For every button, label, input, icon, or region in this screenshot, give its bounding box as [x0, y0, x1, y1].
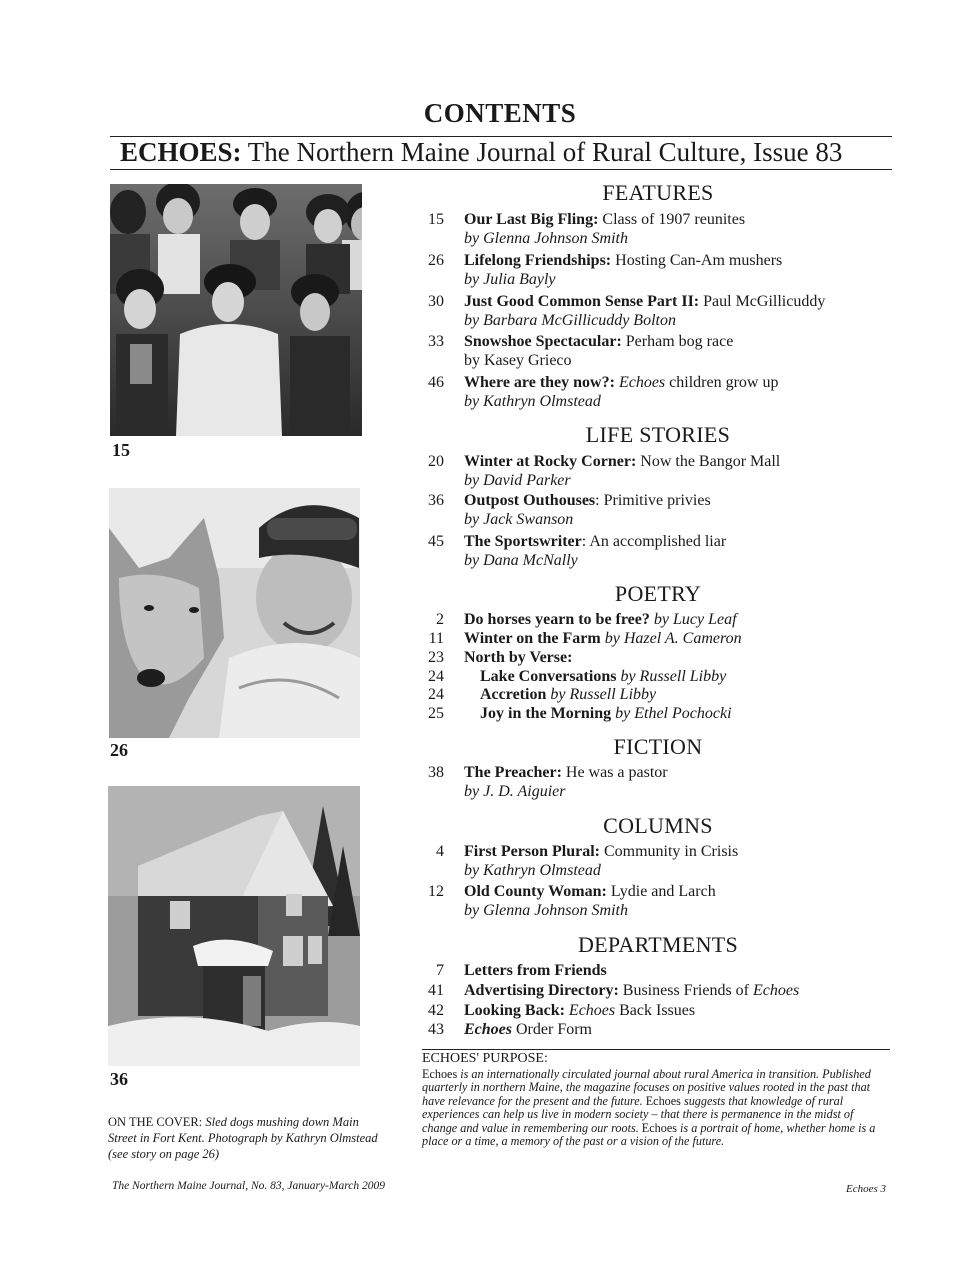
entry-byline: by Julia Bayly [464, 271, 556, 288]
cover-caption-text: Sled dogs mushing down Main Street in Fort Kent. Photograph by Kathryn Olmstead (see story on page 26) [108, 1115, 378, 1161]
entry-desc: He was a pastor [565, 764, 668, 781]
purpose-text [422, 1068, 890, 1148]
cover-caption [108, 1114, 378, 1162]
entry-page: 25 [428, 705, 444, 722]
entry-byline: by Barbara McGillicuddy Bolton [464, 312, 676, 329]
purpose-text-1: is an internationally circulated journal about rural America in transition. Published quarterly in northern Maine, the magazine focuses on positive values rooted in the past that have relevance for the present and the future. [422, 1067, 871, 1108]
entry-byline: by Lucy Leaf [653, 611, 737, 628]
entry-page: 7 [436, 962, 444, 979]
entry-title: The Sportswriter [464, 533, 582, 550]
entry-page: 4 [436, 843, 444, 860]
entry-desc: : An accomplished liar [581, 533, 727, 550]
section-heading-poetry: POETRY [614, 581, 702, 606]
section-heading-fiction: FICTION [613, 734, 703, 759]
entry-byline: by Glenna Johnson Smith [464, 902, 628, 919]
entry-page: 24 [428, 668, 444, 685]
entry-title: Lake Conversations [480, 668, 617, 685]
entry-byline: by Jack Swanson [464, 511, 574, 528]
entry-page: 33 [428, 333, 444, 350]
entry-title: Where are they now?: [464, 374, 615, 391]
entry-title: Snowshoe Spectacular: [464, 333, 622, 350]
entry-title: Joy in the Morning [480, 705, 612, 722]
entry-desc: Lydie and Larch [610, 883, 716, 900]
woman-with-sled-dog-photo [109, 488, 360, 738]
entry-byline: by Kathryn Olmstead [464, 393, 601, 410]
entry-desc: Now the Bangor Mall [640, 453, 781, 470]
entry-title: Winter on the Farm [464, 630, 601, 647]
purpose-divider [422, 1049, 890, 1050]
entry-page: 24 [428, 686, 444, 703]
entry-desc: Community in Crisis [603, 843, 739, 860]
entry-title: North by Verse: [464, 649, 573, 666]
entry-desc: Order Form [516, 1021, 592, 1038]
entry-desc: Paul McGillicuddy [703, 293, 826, 310]
header-rule-bottom [110, 169, 892, 170]
entry-title: Just Good Common Sense Part II: [464, 293, 700, 310]
entry-byline: by Glenna Johnson Smith [464, 230, 628, 247]
section-heading-features: FEATURES [602, 180, 714, 205]
entry-title: Winter at Rocky Corner: [464, 453, 637, 470]
photo-label-26: 26 [110, 740, 128, 760]
entry-title: Outpost Outhouses [464, 492, 596, 509]
entry-title: First Person Plural: [464, 843, 600, 860]
entry-title: Lifelong Friendships: [464, 252, 612, 269]
class-of-1907-photo [110, 184, 362, 436]
entry-title: Echoes [464, 1021, 512, 1038]
entry-title: Looking Back: [464, 1002, 565, 1019]
entry-byline: by Dana McNally [464, 552, 578, 569]
entry-page: 45 [428, 533, 444, 550]
entry-desc-italic: Echoes [618, 374, 666, 391]
entry-desc: Perham bog race [625, 333, 734, 350]
entry-page: 43 [428, 1021, 444, 1038]
entry-desc: children grow up [669, 374, 779, 391]
entry-page: 36 [428, 492, 444, 509]
section-heading-departments: DEPARTMENTS [577, 932, 739, 957]
entry-byline: by Kathryn Olmstead [464, 862, 601, 879]
entry-title: Letters from Friends [464, 962, 607, 979]
photo-label-36: 36 [110, 1069, 128, 1089]
entry-page: 11 [428, 630, 444, 647]
entry-page: 2 [436, 611, 444, 628]
purpose-text-3: is a portrait of home, whether home is a place or a time, a memory of the past or a vision of the future. [422, 1120, 876, 1149]
entry-page: 42 [428, 1002, 444, 1019]
entry-page: 12 [428, 883, 444, 900]
entry-byline: by Kasey Grieco [464, 352, 572, 369]
page-title: CONTENTS [423, 98, 577, 128]
purpose-lead: Echoes [422, 1067, 458, 1081]
entry-byline: by Ethel Pochocki [615, 705, 732, 722]
photo-label-15: 15 [112, 440, 130, 460]
entry-byline: by David Parker [464, 472, 571, 489]
purpose-lead-2: Echoes [645, 1093, 681, 1108]
entry-page: 20 [428, 453, 444, 470]
entry-desc: Back Issues [619, 1002, 696, 1019]
entry-byline: by Russell Libby [620, 668, 727, 685]
entry-desc: Hosting Can-Am mushers [615, 252, 783, 269]
purpose-text-2: suggests that knowledge of rural experiences can help us live in modern society – that there is permanence in the midst of change and value in remembering our roots. [422, 1093, 854, 1135]
purpose-heading: ECHOES' PURPOSE: [422, 1051, 548, 1066]
entry-page: 41 [428, 982, 444, 999]
entry-page: 38 [428, 764, 444, 781]
entry-title: Accretion [480, 686, 547, 703]
footer-page-number: Echoes 3 [846, 1183, 887, 1195]
entry-page: 46 [428, 374, 444, 391]
entry-title: Advertising Directory: [464, 982, 619, 999]
entry-page: 30 [428, 293, 444, 310]
entry-page: 15 [428, 211, 444, 228]
journal-subtitle [120, 137, 842, 168]
farmhouse-in-snow-photo [108, 786, 360, 1066]
entry-desc-italic: Echoes [568, 1002, 616, 1019]
entry-title: Old County Woman: [464, 883, 607, 900]
entry-title: Our Last Big Fling: [464, 211, 599, 228]
entry-desc: Business Friends of [622, 982, 750, 999]
entry-desc: : Primitive privies [595, 492, 711, 509]
entry-desc-italic: Echoes [753, 982, 800, 999]
entry-byline: by J. D. Aiguier [464, 783, 566, 800]
cover-caption-label: ON THE COVER: [108, 1115, 203, 1129]
entry-title: Do horses yearn to be free? [464, 611, 650, 628]
entry-title: The Preacher: [464, 764, 562, 781]
purpose-lead-3: Echoes [641, 1120, 677, 1135]
entry-page: 26 [428, 252, 444, 269]
entry-desc: Class of 1907 reunites [602, 211, 746, 228]
publication-name: ECHOES: [120, 137, 242, 167]
subtitle-text: The Northern Maine Journal of Rural Culture, Issue 83 [247, 137, 843, 167]
entry-byline: by Russell Libby [550, 686, 657, 703]
entry-page: 23 [428, 649, 444, 666]
footer-issue-info: The Northern Maine Journal, No. 83, January-March 2009 [112, 1180, 385, 1192]
section-heading-columns: COLUMNS [603, 813, 713, 838]
section-heading-life-stories: LIFE STORIES [585, 422, 731, 447]
entry-byline: by Hazel A. Cameron [604, 630, 742, 647]
